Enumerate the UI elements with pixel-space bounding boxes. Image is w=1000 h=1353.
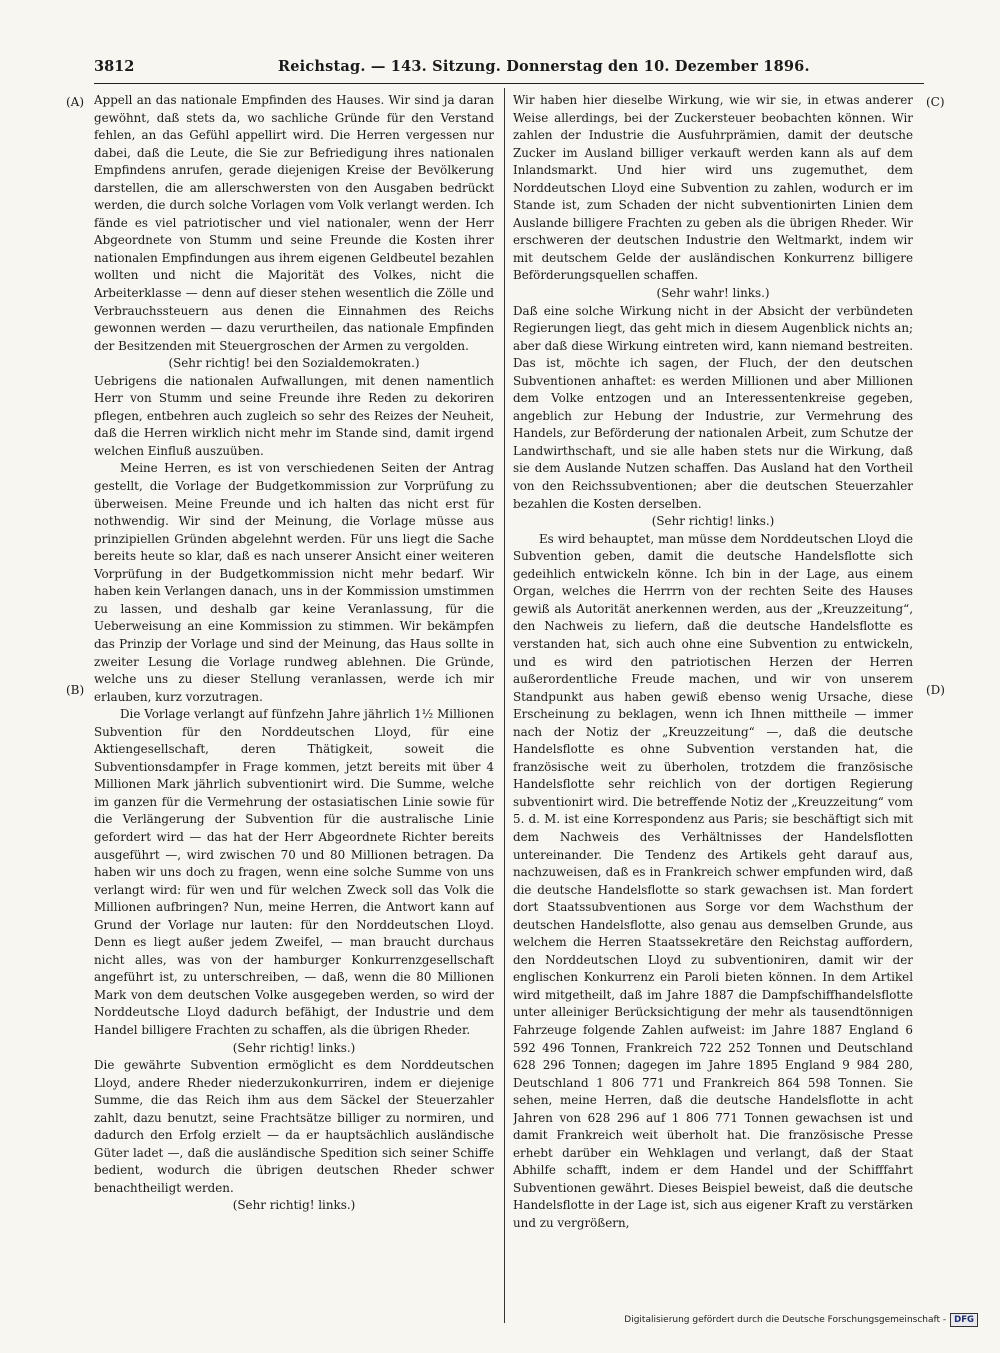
paragraph: Es wird behauptet, man müsse dem Norddeutschen Lloyd die Subvention geben, damit die deutsche Handelsflotte sich gedeihlich entwickeln könne. Ich bin in der Lage, aus einem Organ, welches die Herrrn von der rechten Seite des Hauses gewiß als Autorität anerkennen werden, aus der „Kreuzzeitung“, den Nachweis zu liefern, daß die deutsche Handelsflotte es verstanden hat, sich auch ohne eine Subvention zu entwickeln, und es wird den patriotischen Herzen der Herren außerordentliche Freude machen, und wir von unserem Standpunkt aus haben gewiß ebenso wenig Ursache, diese Erscheinung zu beklagen, wenn ich Ihnen mittheile — immer nach der Notiz der „Kreuzzeitung“ —, daß die deutsche Handelsflotte es ohne Subvention verstanden hat, die französische weit zu überholen, trotzdem die französische Handelsflotte sehr reichlich von der dortigen Regierung subventionirt wird. Die betreffende Notiz der „Kreuzzeitung“ vom 5. d. M. ist eine Korrespondenz aus Paris; sie beschäftigt sich mit dem Nachweis des Verhältnisses der Handelsflotten untereinander. Die Tendenz des Artikels geht darauf aus, nachzuweisen, daß es in Frankreich schwer empfunden wird, daß die deutsche Handelsflotte so stark gewachsen ist. Man fordert dort Staatssubventionen aus Sorge vor dem Wachsthum der deutschen Handelsflotte, also genau aus demselben Grunde, aus welchem die Herren Staatssekretäre den Reichstag auffordern, den Norddeutschen Lloyd zu subventioniren, damit wir der englischen Konkurrenz ein Paroli bieten können. In dem Artikel wird mitgetheilt, daß im Jahre 1887 die Dampfschiffhandelsflotte unter alleiniger Berücksichtigung der mehr als tausendtönnigen Fahrzeuge folgende Zahlen aufweist: im Jahre 1887 England 6 592 496 Tonnen, Frankreich 722 252 Tonnen und Deutschland 628 296 Tonnen; dagegen im Jahre 1895 England 9 984 280, Deutschland 1 806 771 und Frankreich 864 598 Tonnen. Sie sehen, meine Herren, daß die deutsche Handelsflotte in acht Jahren von 628 296 auf 1 806 771 Tonnen gewachsen ist und damit Frankreich weit überholt hat. Die französische Presse erhebt darüber ein Wehklagen und verlangt, daß der Staat Abhilfe schafft, indem er dem Handel und der Schifffahrt Subventionen gewährt. Dieses Beispiel beweist, daß die deutsche Handelsflotte in der Lage ist, sich aus eigener Kraft zu verstärken und zu vergrößern, (513, 531, 913, 1230)
header-rule (94, 83, 924, 84)
left-column (94, 92, 494, 1322)
paragraph: Appell an das nationale Empfinden des Hauses. Wir sind ja daran gewöhnt, daß stets da, wo sachliche Gründe für den Verstand fehlen, an das Gefühl appellirt wird. Die Herren vergessen nur dabei, daß die Leute, die Sie zur Befriedigung ihres nationalen Empfindens anrufen, gerade diejenigen Kreise der Bevölkerung darstellen, die am allerschwersten von den Ausgaben bedrückt werden, die durch solche Vorlagen vom Volk verlangt werden. Ich fände es viel patriotischer und viel nationaler, wenn der Herr Abgeordnete von Stumm und seine Freunde die Kosten ihrer nationalen Empfindungen aus ihrem eigenen Geldbeutel bezahlen wollten und nicht die Majorität des Volkes, nicht die Arbeiterklasse — denn auf dieser stehen wesentlich die Zölle und Verbrauchssteuern aus denen die Einnahmen des Reichs gewonnen werden — dazu verurtheilen, das nationale Empfinden der Besitzenden mit Steuergroschen der Armen zu vergolden. (94, 93, 494, 353)
margin-mark-a: (A) (66, 95, 85, 109)
page-header (94, 56, 924, 82)
margin-mark-b: (B) (66, 683, 85, 697)
paragraph: Meine Herren, es ist von verschiedenen Seiten der Antrag gestellt, die Vorlage der Budgetkommission zur Vorprüfung zu überweisen. Meine Freunde und ich halten das nicht erst für nothwendig. Wir sind der Meinung, die Vorlage müsse aus prinzipiellen Gründen abgelehnt werden. Für uns liegt die Sache bereits heute so klar, daß es nach unserer Ansicht einer weiteren Vorprüfung in der Budgetkommission nicht mehr bedarf. Wir haben kein Verlangen danach, uns in der Kommission umstimmen zu lassen, und deshalb gar keine Veranlassung, für die Ueberweisung an eine Kommission zu stimmen. Wir bekämpfen das Prinzip der Vorlage und sind der Meinung, das Haus sollte in zweiter Lesung die Vorlage rundweg ablehnen. Die Gründe, welche uns zu dieser Stellung veranlassen, werde ich mir erlauben, kurz vorzutragen. (94, 461, 494, 704)
interjection: (Sehr richtig! links.) (232, 1198, 356, 1213)
paragraph: Die gewährte Subvention ermöglicht es dem Norddeutschen Lloyd, andere Rheder niederzukonkurriren, indem er diejenige Summe, die das Reich ihm aus dem Säckel der Steuerzahler zahlt, dazu benutzt, seine Frachtsätze billiger zu normiren, und dadurch den Erfolg erzielt — da er hauptsächlich ausländische Güter ladet —, daß die ausländische Spedition sich seiner Schiffe bedient, wodurch die übrigen deutschen Rheder schwer benachtheiligt werden. (94, 1058, 494, 1195)
paragraph: Daß eine solche Wirkung nicht in der Absicht der verbündeten Regierungen liegt, das geht mich in diesem Augenblick nichts an; aber daß diese Wirkung eintreten wird, kann niemand bestreiten. Das ist, möchte ich sagen, der Fluch, der den deutschen Subventionen anhaftet: es werden Millionen und aber Millionen dem Volke entzogen und an Interessentenkreise gegeben, angeblich zur Hebung der Industrie, zur Vermehrung des Handels, zur Beförderung der nationalen Arbeit, zum Schutze der Landwirthschaft, und sie alle haben stets nur die Wirkung, daß sie dem Auslande Nutzen schaffen. Das Ausland hat den Vortheil von den Reichssubventionen; aber die deutschen Steuerzahler bezahlen die Kosten derselben. (513, 303, 913, 511)
interjection: (Sehr wahr! links.) (656, 286, 770, 301)
digitization-footer (624, 1313, 978, 1327)
footer-text: Digitalisierung gefördert durch die Deutsche Forschungsgemeinschaft - (624, 1315, 947, 1325)
right-column (513, 92, 913, 1322)
column-divider (504, 88, 505, 1323)
interjection: (Sehr richtig! links.) (232, 1040, 356, 1055)
paragraph: Die Vorlage verlangt auf fünfzehn Jahre jährlich 1½ Millionen Subvention für den Norddeutschen Lloyd, für eine Aktiengesellschaft, deren Thätigkeit, soweit die Subventionsdampfer in Frage kommen, jetzt bereits mit über 4 Millionen Mark jährlich subventionirt wird. Die Summe, welche im ganzen für die Vermehrung der ostasiatischen Linie sowie für die Verlängerung der Subvention für die australische Linie gefordert wird — das hat der Herr Abgeordnete Richter bereits ausgeführt —, wird zwischen 70 und 80 Millionen betragen. Da haben wir uns doch zu fragen, wenn eine solche Summe von uns verlangt wird: für wen und für welchen Zweck soll das Volk die Millionen aufbringen? Nun, meine Herren, die Antwort kann auf Grund der Vorlage nur lauten: für den Norddeutschen Lloyd. Denn es liegt außer jedem Zweifel, — man braucht durchaus nicht alles, was von der hamburger Konkurrenzgesellschaft angeführt ist, zu unterschreiben, — daß, wenn die 80 Millionen Mark von dem deutschen Volke ausgegeben werden, so wird der Norddeutsche Lloyd dadurch befähigt, der Industrie und dem Handel billigere Frachten zu schaffen, als die übrigen Rheder. (94, 707, 494, 1037)
interjection: (Sehr richtig! links.) (651, 514, 775, 529)
margin-mark-c: (C) (926, 95, 945, 109)
dfg-logo-icon: DFG (950, 1313, 978, 1327)
interjection: (Sehr richtig! bei den Sozialdemokraten.) (168, 356, 420, 371)
page-number: 3812 (94, 58, 135, 75)
margin-mark-d: (D) (926, 683, 945, 697)
running-title: Reichstag. — 143. Sitzung. Donnerstag den 10. Dezember 1896. (278, 58, 810, 75)
paragraph: Wir haben hier dieselbe Wirkung, wie wir sie, in etwas anderer Weise allerdings, bei der Zuckersteuer beobachten können. Wir zahlen der Industrie die Ausfuhrprämien, damit der deutsche Zucker im Ausland billiger verkauft werden kann als auf dem Inlandsmarkt. Und hier wird uns zugemuthet, dem Norddeutschen Lloyd eine Subvention zu zahlen, wodurch er im Stande ist, zum Schaden der nicht subventionirten Linien dem Auslande billigere Frachten zu geben als die übrigen Rheder. Wir erschweren der deutschen Industrie den Weltmarkt, indem wir mit deutschem Gelde der ausländischen Konkurrenz billigere Beförderungsquellen schaffen. (513, 93, 913, 283)
paragraph: Uebrigens die nationalen Aufwallungen, mit denen namentlich Herr von Stumm und seine Freunde ihre Reden zu dekoriren pflegen, entbehren auch zugleich so sehr des Reizes der Neuheit, daß die Herren wirklich nicht mehr im Stande sind, damit irgend welchen Einfluß auszuüben. (94, 373, 494, 458)
